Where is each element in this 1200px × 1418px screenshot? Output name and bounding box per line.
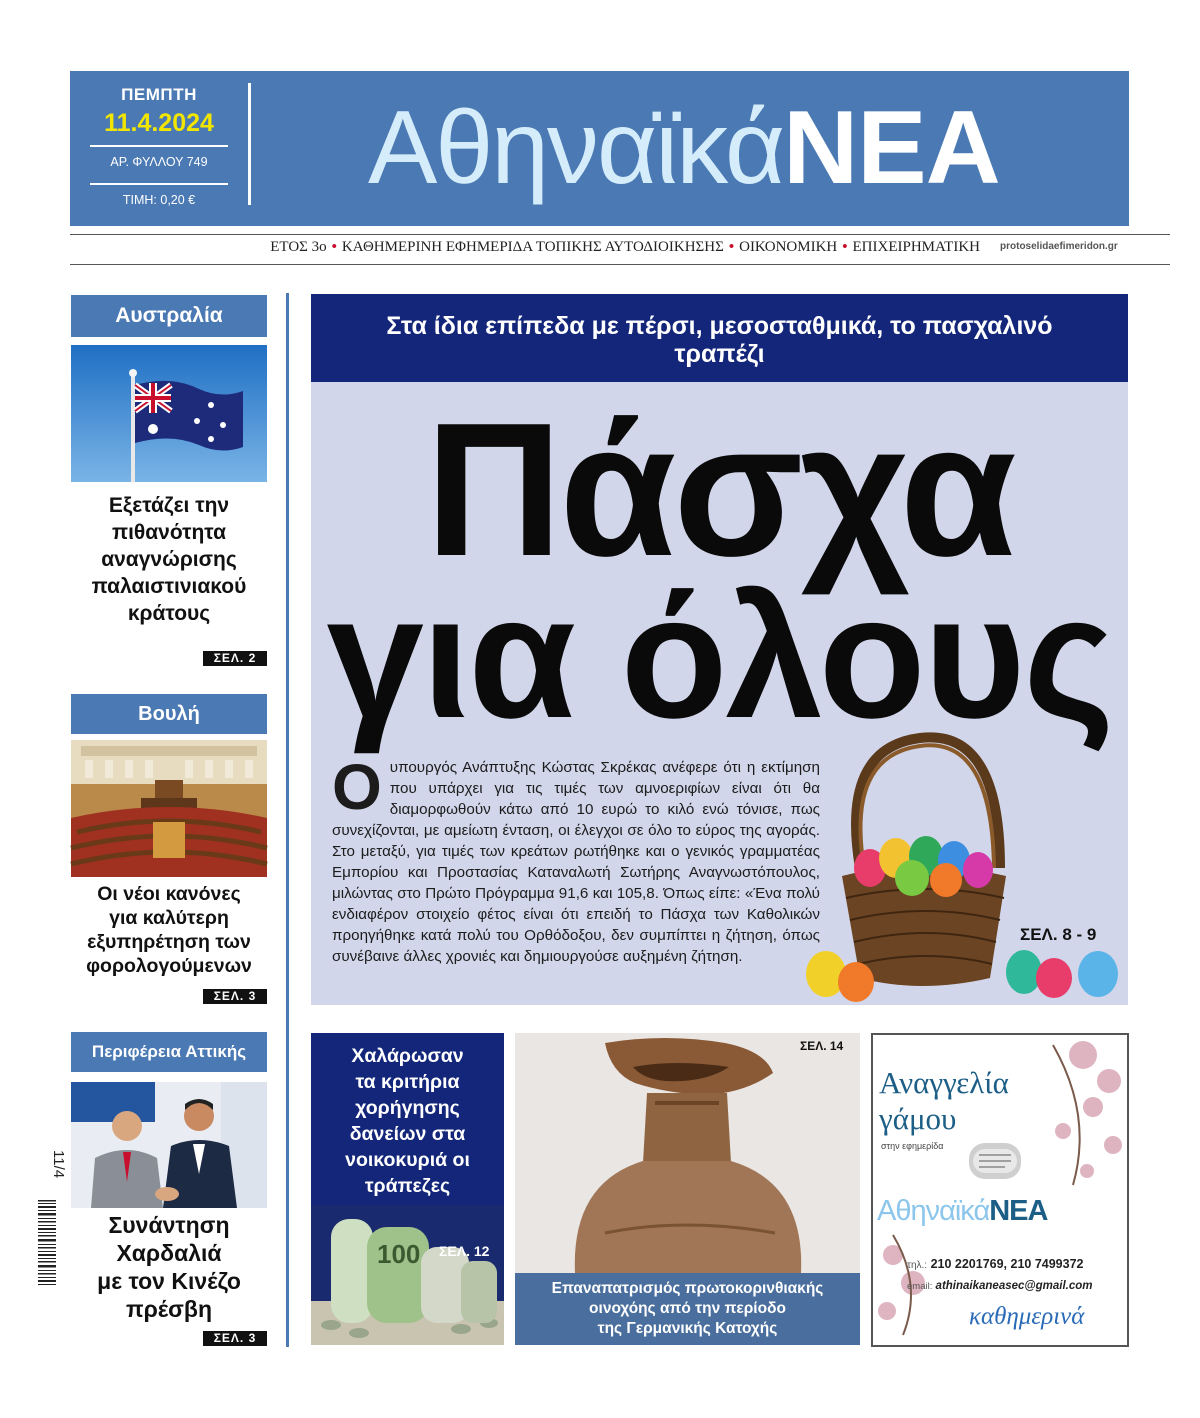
headline-line: Επαναπατρισμός πρωτοκορινθιακής: [551, 1280, 824, 1297]
headline-line: Χαλάρωσαν: [351, 1045, 464, 1067]
headline-line: κράτους: [127, 602, 211, 625]
tagline-item: ΕΠΙΧΕΙΡΗΜΑΤΙΚΗ: [852, 239, 980, 255]
wedding-announcement-ad: [871, 1033, 1129, 1347]
loans-story-panel: [311, 1033, 504, 1345]
email-address: athinaikaneasec@gmail.com: [935, 1280, 1093, 1292]
tagline-item: ΚΑΘΗΜΕΡΙΝΗ ΕΦΗΜΕΡΙΔΑ ΤΟΠΙΚΗΣ ΑΥΤΟΔΙΟΙΚΗΣΗΣ: [341, 239, 724, 255]
banknotes-photo: [311, 1205, 504, 1345]
headline-line: Οι νέοι κανόνες: [97, 883, 241, 905]
page-ref-label: ΣΕΛ. 14: [800, 1039, 844, 1053]
banknote-label: 100: [377, 1239, 421, 1269]
main-story-kicker: Στα ίδια επίπεδα με πέρσι, μεσοσταθμικά, το πασχαλινό τραπέζι: [386, 312, 1053, 368]
tagline-rule-top: [70, 234, 1170, 235]
story-headline-meeting: [71, 1211, 267, 1323]
section-label-parliament: Βουλή: [71, 694, 267, 734]
newspaper-logo: [368, 89, 1068, 209]
story-headline-australia: [71, 492, 267, 627]
issue-date: 11.4.2024: [104, 109, 214, 137]
ad-title-line-2: γάμου: [879, 1101, 957, 1136]
tagline: [70, 239, 980, 256]
headline-line: εξυπηρέτηση των: [87, 931, 251, 953]
easter-basket-photo: [800, 728, 1130, 1000]
headline-line: αναγνώρισης: [101, 548, 237, 571]
ad-phone: [907, 1257, 1084, 1271]
ad-subtitle: στην εφημερίδα: [881, 1141, 944, 1151]
phone-numbers: 210 2201769, 210 7499372: [930, 1257, 1084, 1271]
ad-title-line-1: Αναγγελία: [879, 1065, 1009, 1100]
issue-price: ΤΙΜΗ: 0,20 €: [122, 193, 196, 207]
headline-line: της Γερμανικής Κατοχής: [597, 1320, 778, 1337]
issue-day: ΠΕΜΠΤΗ: [121, 85, 197, 104]
headline-line: για καλύτερη: [109, 907, 229, 929]
headline-line: τα κριτήρια: [355, 1071, 460, 1093]
headline-line: με τον Κινέζο: [97, 1268, 241, 1294]
tagline-rule-bottom: [70, 264, 1170, 265]
page-ref-label: ΣΕΛ. 3: [203, 1331, 267, 1346]
headline-line: νοικοκυριά οι: [345, 1149, 470, 1171]
masthead-divider: [248, 83, 251, 205]
column-divider: [286, 293, 289, 1347]
bullet-dot: •: [842, 239, 848, 255]
section-label-australia: Αυστραλία: [71, 295, 267, 337]
parliament-photo: [71, 740, 267, 877]
vase-headline: [515, 1279, 860, 1339]
issue-number: ΑΡ. ΦΥΛΛΟΥ 749: [110, 155, 208, 169]
spine-date-label: 11/4: [50, 1150, 67, 1179]
article-text: υπουργός Ανάπτυξης Κώστας Σκρέκας ανέφερε ότι η εκτίμηση που υπάρχει για τις τιμές των αμνοεριφίων είναι ότι θα διαμορφωθούν κάτω από 10 ευρώ το κιλό ενώ τόνισε, πως συνεχίζονται, με αμείωτη ένταση, οι έλεγχοι σε όλο το εύρος της αγοράς. Στο μεταξύ, για τιμές των κρεάτων ρωτήθηκε και ο γενικός γραμματέας Εμπορίου και Προστασίας Καταναλωτή Σωτήρης Αναγνωστόπουλος, μιλώντας στο Πρώτο Πρόγραμμα 91,6 και 105,8. Όπως είπε: «Ένα πολύ ενδιαφέρον στοιχείο φέτος είναι ότι επειδή το Πάσχα των Καθολικών προηγήθηκε κατά πολύ του Ορθόδοξου, δεν συμπίπτει η ζήτηση, όπως συνέβαινε άλλες χρονιές και δημιουργούσε αυξημένη ζήτηση.: [332, 759, 820, 965]
phone-label: τηλ.:: [907, 1260, 928, 1271]
headline-line: τράπεζες: [364, 1175, 451, 1197]
ad-email: [907, 1280, 1093, 1292]
headline-line: πρέσβη: [125, 1296, 213, 1322]
ad-newspaper-logo: [877, 1195, 1047, 1228]
headline-line: φορολογούμενων: [86, 955, 252, 977]
australia-flag-photo: [71, 345, 267, 482]
headline-line: παλαιστινιακού: [91, 575, 247, 598]
email-label: email:: [907, 1281, 933, 1292]
headline-line: χορήγησης: [355, 1097, 460, 1119]
masthead-rule: [90, 145, 228, 147]
meeting-photo: [71, 1082, 267, 1208]
bullet-dot: •: [728, 239, 735, 255]
logo-light-text: Αθηναϊκά: [877, 1195, 990, 1227]
masthead: [70, 71, 1129, 226]
tagline-item: ΟΙΚΟΝΟΜΙΚΗ: [739, 239, 838, 255]
loans-headline: [311, 1043, 504, 1199]
main-headline-line-2: για όλους: [326, 560, 1113, 755]
headline-line: πιθανότητα: [112, 521, 226, 544]
headline-line: οινοχόης από την περίοδο: [589, 1300, 786, 1317]
tagline-year: ΕΤΟΣ 3ο: [270, 239, 327, 255]
logo-bold-text: ΝΕΑ: [783, 90, 1000, 206]
main-article-body: [332, 751, 820, 967]
vase-photo: [515, 1033, 860, 1273]
barcode: [34, 1140, 67, 1310]
page-ref-label: ΣΕΛ. 3: [203, 989, 267, 1004]
logo-bold-text: ΝΕΑ: [989, 1195, 1048, 1227]
headline-line: Εξετάζει την: [108, 494, 230, 517]
drop-cap: Ο: [332, 751, 382, 823]
headline-line: δανείων στα: [349, 1123, 466, 1145]
main-headline-line-1: Πάσχα: [425, 384, 1014, 596]
bullet-dot: •: [331, 239, 337, 255]
ad-daily-tagline: καθημερινά: [969, 1303, 1085, 1330]
masthead-rule: [90, 183, 228, 185]
logo-light-text: Αθηναϊκά: [368, 90, 784, 206]
section-label-attica-region: Περιφέρεια Αττικής: [71, 1032, 267, 1072]
vase-story-panel: [515, 1033, 860, 1345]
page-ref-label: ΣΕΛ. 2: [203, 651, 267, 666]
headline-line: Χαρδαλιά: [116, 1240, 222, 1266]
main-story-kicker-bar: [311, 294, 1128, 382]
source-site: protoselidaefimeridon.gr: [1000, 241, 1118, 252]
page-ref-label: ΣΕΛ. 12: [439, 1243, 490, 1259]
story-headline-parliament: [71, 882, 267, 978]
headline-line: Συνάντηση: [108, 1212, 230, 1238]
page-ref-label: ΣΕΛ. 8 - 9: [1020, 925, 1097, 944]
